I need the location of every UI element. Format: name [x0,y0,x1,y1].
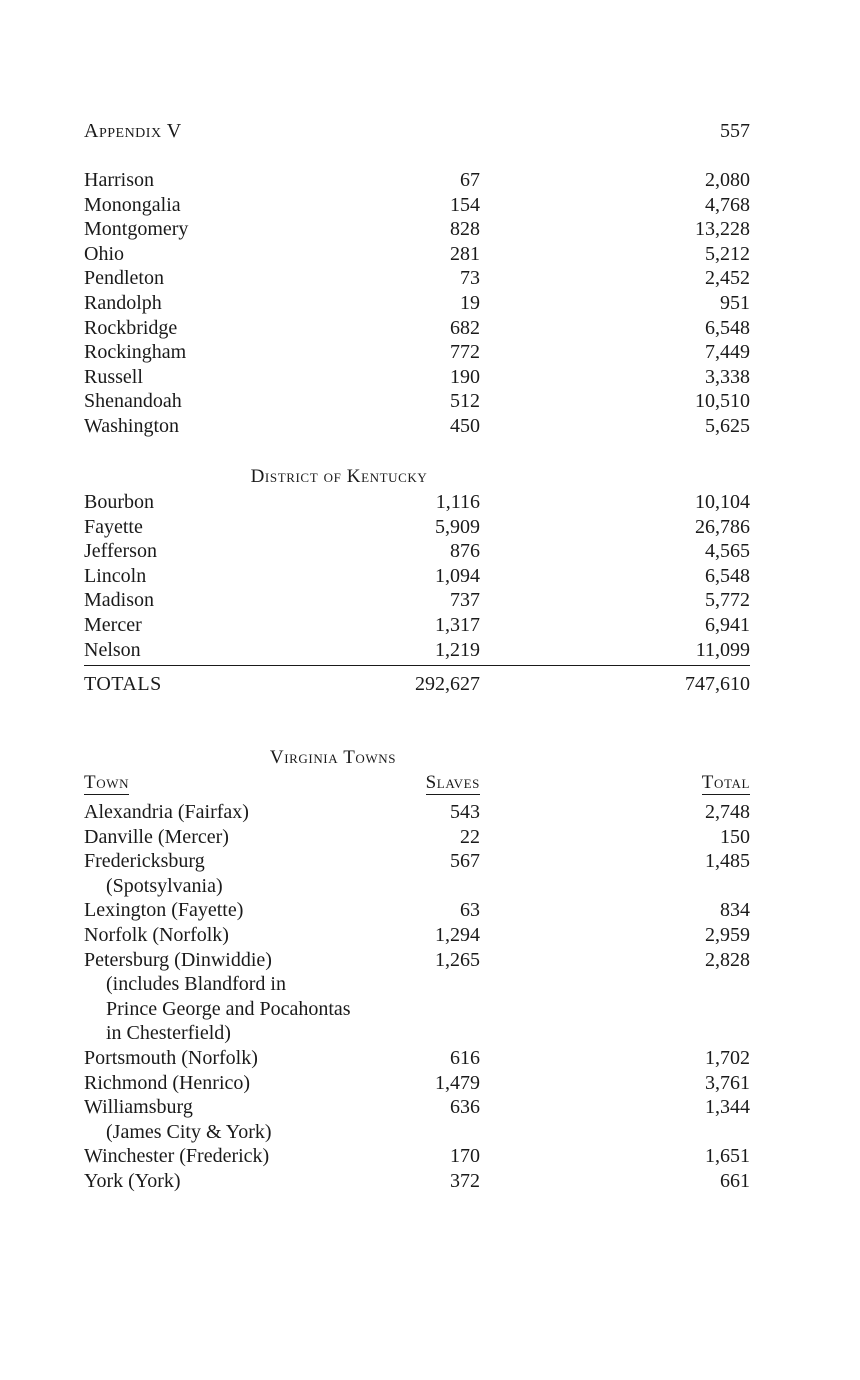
place-name: Lexington (Fayette) [84,899,244,922]
column-header-total: Total [701,772,750,793]
table-row [84,923,750,948]
slaves-value: 19 [460,291,480,314]
slaves-value: 828 [450,218,480,241]
total-value: 4,768 [705,193,750,216]
kentucky-table [84,490,750,662]
table-row [84,242,750,267]
total-value: 26,786 [695,515,750,538]
table-row [84,898,750,923]
place-name: Randolph [84,291,162,314]
table-row [84,613,750,638]
place-note: (James City & York) [106,1120,272,1143]
slaves-value: 154 [450,193,480,216]
section-heading-towns: Virginia Towns [269,747,397,768]
total-value: 6,941 [705,613,750,636]
table-row [84,217,750,242]
place-name: Bourbon [84,491,154,513]
table-row [84,168,750,193]
slaves-value: 5,909 [435,515,480,538]
totals-label: TOTALS [84,673,162,695]
total-value: 1,485 [705,850,750,873]
totals-slaves: 292,627 [415,673,480,695]
slaves-value: 616 [450,1046,480,1069]
county-table [84,168,750,439]
total-value: 2,828 [705,948,750,971]
slaves-value: 737 [450,589,480,612]
slaves-value: 1,219 [435,638,480,661]
slaves-value: 772 [450,341,480,364]
place-name: Fredericksburg [84,850,205,873]
place-note: Prince George and Pocahontas [106,997,351,1020]
place-name: Lincoln [84,564,147,587]
running-head: Appendix V [84,120,182,142]
towns-table [84,800,750,1194]
total-value: 1,702 [705,1046,750,1069]
slaves-value: 63 [460,899,480,922]
table-row [84,1169,750,1194]
place-note: (includes Blandford in [106,973,286,996]
table-row [84,800,750,825]
slaves-value: 372 [450,1169,480,1192]
table-row [84,1095,750,1120]
table-row [84,638,750,663]
slaves-value: 1,317 [435,613,480,636]
total-value: 5,625 [705,414,750,437]
total-value: 7,449 [705,341,750,364]
total-value: 2,748 [705,801,750,823]
place-name: Pendleton [84,267,164,290]
slaves-value: 1,479 [435,1071,480,1094]
table-row [84,539,750,564]
table-row [84,948,750,973]
total-value: 3,338 [705,365,750,388]
place-name: Winchester (Frederick) [84,1145,270,1168]
place-note: (Spotsylvania) [106,874,223,897]
place-note: in Chesterfield) [106,1022,231,1045]
place-name: Richmond (Henrico) [84,1071,251,1094]
place-name: Russell [84,365,143,388]
table-row-continuation [84,1021,750,1046]
column-header-town: Town [84,772,130,793]
table-row [84,193,750,218]
table-row [84,564,750,589]
total-value: 10,510 [695,390,750,413]
slaves-value: 1,094 [435,564,480,587]
slaves-value: 1,265 [435,948,480,971]
place-name: Williamsburg [84,1096,193,1119]
place-name: Monongalia [84,193,181,216]
table-row [84,316,750,341]
slaves-value: 682 [450,316,480,339]
slaves-value: 876 [450,540,480,563]
slaves-value: 190 [450,365,480,388]
totals-total: 747,610 [685,673,750,695]
slaves-value: 636 [450,1096,480,1119]
table-row [84,1144,750,1169]
table-row-continuation [84,1120,750,1145]
total-value: 4,565 [705,540,750,563]
table-row [84,849,750,874]
slaves-value: 73 [460,267,480,290]
total-value: 10,104 [695,491,750,513]
total-value: 5,212 [705,242,750,265]
place-name: Montgomery [84,218,189,241]
table-row-continuation [84,997,750,1022]
place-name: Portsmouth (Norfolk) [84,1046,258,1069]
place-name: Fayette [84,515,143,538]
slaves-value: 450 [450,414,480,437]
table-row-continuation [84,972,750,997]
table-row [84,825,750,850]
total-value: 150 [720,825,750,848]
place-name: Nelson [84,638,141,661]
total-value: 834 [720,899,750,922]
slaves-value: 1,294 [435,923,480,946]
place-name: Harrison [84,169,154,191]
slaves-value: 512 [450,390,480,413]
place-name: Jefferson [84,540,157,563]
section-heading-kentucky: District of Kentucky [250,466,428,487]
totals-row [84,672,750,697]
slaves-value: 567 [450,850,480,873]
total-value: 661 [720,1169,750,1192]
total-value: 1,651 [705,1145,750,1168]
total-value: 13,228 [695,218,750,241]
table-row [84,588,750,613]
slaves-value: 1,116 [435,491,480,513]
slaves-value: 281 [450,242,480,265]
total-value: 1,344 [705,1096,750,1119]
total-value: 5,772 [705,589,750,612]
place-name: Danville (Mercer) [84,825,229,848]
slaves-value: 170 [450,1145,480,1168]
table-row [84,1071,750,1096]
table-row [84,490,750,515]
place-name: Norfolk (Norfolk) [84,923,229,946]
page-header [84,120,750,146]
place-name: Shenandoah [84,390,182,413]
table-row [84,291,750,316]
total-value: 11,099 [695,638,750,661]
place-name: York (York) [84,1169,181,1192]
place-name: Mercer [84,613,142,636]
table-row [84,266,750,291]
table-row-continuation [84,874,750,899]
place-name: Rockingham [84,341,187,364]
slaves-value: 543 [450,801,480,823]
table-row [84,1046,750,1071]
total-value: 951 [720,291,750,314]
total-value: 6,548 [705,316,750,339]
table-row [84,414,750,439]
totals-rule [84,665,750,666]
place-name: Petersburg (Dinwiddie) [84,948,272,971]
place-name: Alexandria (Fairfax) [84,801,249,823]
column-header-slaves: Slaves [425,772,480,793]
place-name: Washington [84,414,180,437]
table-row [84,365,750,390]
page-number: 557 [720,120,750,142]
slaves-value: 67 [460,169,480,191]
table-row [84,515,750,540]
total-value: 2,959 [705,923,750,946]
table-row [84,340,750,365]
place-name: Ohio [84,242,124,265]
slaves-value: 22 [460,825,480,848]
total-value: 3,761 [705,1071,750,1094]
place-name: Madison [84,589,154,612]
place-name: Rockbridge [84,316,178,339]
total-value: 2,452 [705,267,750,290]
table-row [84,389,750,414]
total-value: 2,080 [705,169,750,191]
total-value: 6,548 [705,564,750,587]
